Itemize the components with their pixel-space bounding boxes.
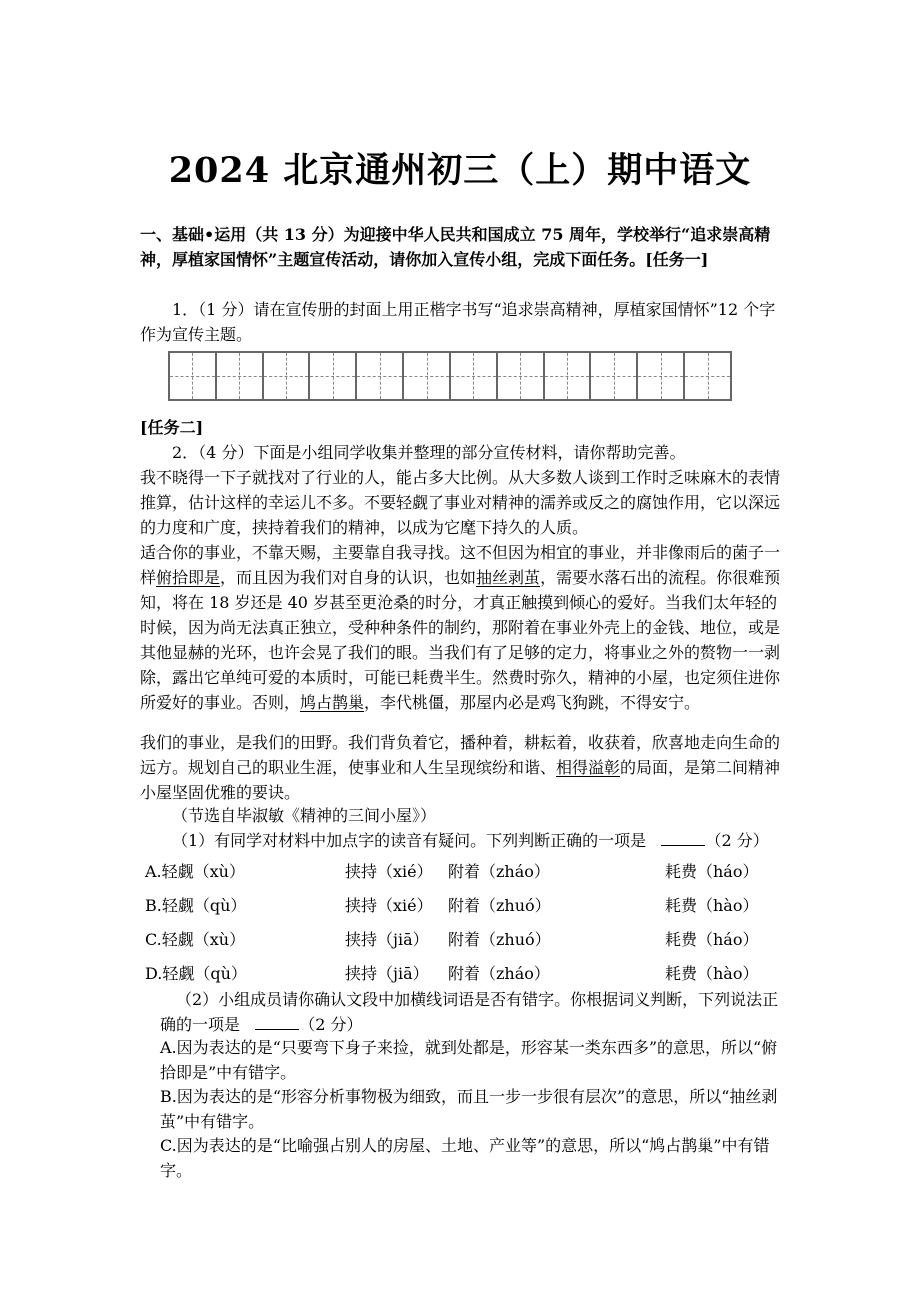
grid-cell[interactable] [591, 353, 638, 399]
writing-grid[interactable] [168, 351, 732, 401]
underlined-word: 抽丝剥茧 [476, 568, 541, 587]
material-paragraph-2: 适合你的事业，不靠天赐，主要靠自我寻找。这不但因为相宜的事业，并非像雨后的菌子一样俯拾即是，而且因为我们对自身的认识，也如抽丝剥茧，需要水落石出的流程。你很难预知，将在 18 岁还是 40 岁甚至更沧桑的时分，才真正触摸到倾心的爱好。当我们太年轻的时候，因为尚无法真正独立，受种种条件的制约，那附着在事业外壳上的金钱、地位，或是其他显赫的光环，也许会晃了我们的眼。当我们有了足够的定力，将事业之外的赘物一一剥除，露出它单纯可爱的本质时，可能已耗费半生。然费时弥久，精神的小屋，也定须住进你所爱好的事业。否则，鸠占鹊巢，李代桃僵，那屋内必是鸡飞狗跳，不得安宁。 [140, 543, 781, 712]
underlined-word: 俯拾即是 [156, 568, 221, 587]
grid-cell[interactable] [357, 353, 404, 399]
underlined-word: 相得溢彰 [556, 758, 621, 777]
underlined-word: 鸠占鹊巢 [300, 693, 365, 712]
grid-cell[interactable] [264, 353, 311, 399]
sub2-stem: （2）小组成员请你确认文段中加横线词语是否有错字。你根据词义判断，下列说法正确的一项是 （2 分） [160, 990, 779, 1034]
sub1-option-d[interactable]: D.轻觑（qù） 挟持（jiā） 附着（zháo） 耗费（hào） [145, 964, 759, 983]
sub1-stem: （1）有同学对材料中加点字的读音有疑问。下列判断正确的一项是 （2 分） [172, 831, 769, 850]
grid-cell[interactable] [545, 353, 592, 399]
sub1-option-b[interactable]: B.轻觑（qù） 挟持（xié） 附着（zhuó） 耗费（hào） [145, 896, 759, 915]
material-paragraph-3: 我们的事业，是我们的田野。我们背负着它，播种着，耕耘着，收获着，欣喜地走向生命的远方。规划自己的职业生涯，使事业和人生呈现缤纷和谐、相得溢彰的局面，是第二间精神小屋坚固优雅的要诀。 [140, 733, 781, 802]
q1-text: 1．（1 分）请在宣传册的封面上用正楷字书写“追求崇高精神，厚植家国情怀”12 个字作为宣传主题。 [140, 300, 776, 344]
grid-cell[interactable] [685, 353, 730, 399]
q2-intro: 2．（4 分）下面是小组同学收集并整理的部分宣传材料，请你帮助完善。 [172, 443, 686, 462]
answer-blank[interactable] [255, 1015, 299, 1030]
task2-label: [任务二] [140, 418, 204, 437]
sub1-option-c[interactable]: C.轻觑（xù） 挟持（jiā） 附着（zhuó） 耗费（háo） [145, 930, 759, 949]
answer-blank[interactable] [661, 831, 705, 846]
grid-cell[interactable] [217, 353, 264, 399]
grid-cell[interactable] [638, 353, 685, 399]
grid-cell[interactable] [170, 353, 217, 399]
sub2-option-a[interactable]: A.因为表达的是“只要弯下身子来捡，就到处都是，形容某一类东西多”的意思，所以“俯拾即是”中有错字。 [160, 1038, 778, 1082]
material-paragraph-1: 我不晓得一下子就找对了行业的人，能占多大比例。从大多数人谈到工作时乏味麻木的表情推算，估计这样的幸运儿不多。不要轻觑了事业对精神的濡养或反之的腐蚀作用，它以深远的力度和广度，挟持着我们的精神，以成为它麾下持久的人质。 [140, 468, 781, 537]
grid-cell[interactable] [404, 353, 451, 399]
sub2-option-b[interactable]: B.因为表达的是“形容分析事物极为细致，而且一步一步很有层次”的意思，所以“抽丝剥茧”中有错字。 [160, 1087, 778, 1131]
grid-cell[interactable] [451, 353, 498, 399]
page-title: 2024 北京通州初三（上）期中语文 [168, 150, 752, 191]
source-note: （节选自毕淑敏《精神的三间小屋》） [172, 806, 437, 825]
section1-heading: 一、基础•运用（共 13 分）为迎接中华人民共和国成立 75 周年，学校举行“追求崇高精神，厚植家国情怀”主题宣传活动，请你加入宣传小组，完成下面任务。[任务一] [140, 225, 771, 269]
grid-cell[interactable] [310, 353, 357, 399]
sub2-option-c[interactable]: C.因为表达的是“比喻强占别人的房屋、土地、产业等”的意思，所以“鸠占鹊巢”中有错字。 [160, 1136, 770, 1180]
grid-cell[interactable] [498, 353, 545, 399]
sub1-option-a[interactable]: A.轻觑（xù） 挟持（xié） 附着（zháo） 耗费（háo） [145, 862, 759, 881]
